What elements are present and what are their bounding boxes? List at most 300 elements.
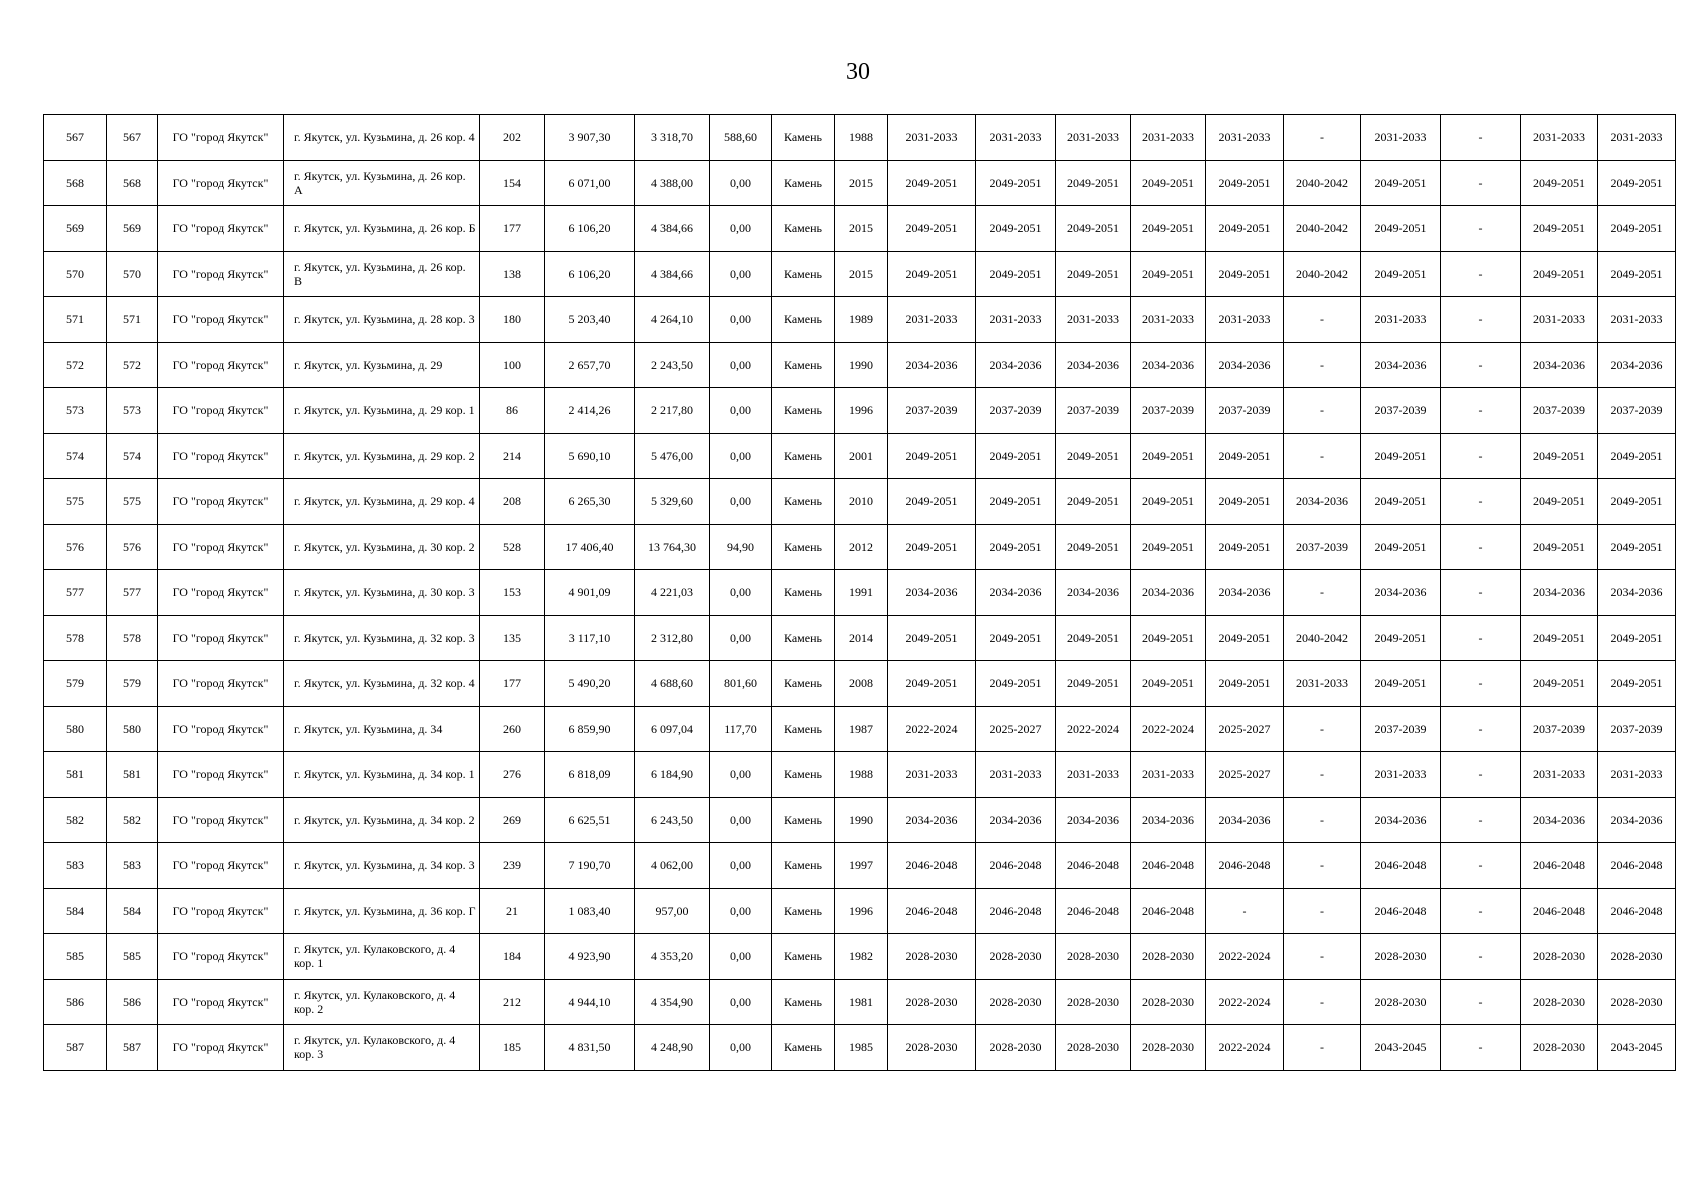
cell-total-area: 6 265,30	[545, 479, 635, 525]
cell-residents: 185	[480, 1025, 545, 1071]
cell-period-4: 2046-2048	[1131, 888, 1206, 934]
cell-living-area: 4 384,66	[635, 251, 710, 297]
cell-total-area: 6 818,09	[545, 752, 635, 798]
cell-period-9: 2037-2039	[1521, 706, 1598, 752]
cell-period-2: 2028-2030	[976, 1025, 1056, 1071]
cell-wall-material: Камень	[772, 570, 835, 616]
table-row	[44, 615, 1676, 661]
cell-period-3: 2034-2036	[1056, 342, 1131, 388]
cell-residents: 269	[480, 797, 545, 843]
cell-total-area: 3 907,30	[545, 115, 635, 161]
cell-record-number: 580	[107, 706, 158, 752]
cell-period-3: 2046-2048	[1056, 843, 1131, 889]
cell-period-4: 2034-2036	[1131, 797, 1206, 843]
cell-period-7: 2049-2051	[1361, 661, 1441, 707]
cell-address: г. Якутск, ул. Кузьмина, д. 26 кор. А	[284, 160, 480, 206]
cell-period-5: 2049-2051	[1206, 160, 1284, 206]
cell-nonresidential-area: 0,00	[710, 1025, 772, 1071]
cell-period-10: 2031-2033	[1598, 752, 1676, 798]
cell-period-9: 2028-2030	[1521, 934, 1598, 980]
cell-period-5: 2034-2036	[1206, 797, 1284, 843]
cell-address: г. Якутск, ул. Кулаковского, д. 4 кор. 1	[284, 934, 480, 980]
cell-municipality: ГО "город Якутск"	[158, 206, 284, 252]
cell-period-2: 2031-2033	[976, 297, 1056, 343]
cell-build-year: 2015	[835, 160, 888, 206]
table-row	[44, 433, 1676, 479]
cell-row-number: 573	[44, 388, 107, 434]
cell-record-number: 586	[107, 979, 158, 1025]
cell-residents: 202	[480, 115, 545, 161]
cell-total-area: 3 117,10	[545, 615, 635, 661]
cell-nonresidential-area: 0,00	[710, 206, 772, 252]
cell-period-7: 2034-2036	[1361, 797, 1441, 843]
cell-period-2: 2034-2036	[976, 342, 1056, 388]
cell-nonresidential-area: 0,00	[710, 342, 772, 388]
cell-row-number: 577	[44, 570, 107, 616]
cell-period-9: 2046-2048	[1521, 888, 1598, 934]
table-row	[44, 570, 1676, 616]
cell-period-3: 2034-2036	[1056, 570, 1131, 616]
cell-period-1: 2049-2051	[888, 479, 976, 525]
cell-period-10: 2049-2051	[1598, 479, 1676, 525]
cell-total-area: 6 625,51	[545, 797, 635, 843]
cell-period-8: -	[1441, 388, 1521, 434]
cell-residents: 276	[480, 752, 545, 798]
cell-period-8: -	[1441, 843, 1521, 889]
cell-wall-material: Камень	[772, 797, 835, 843]
cell-living-area: 4 354,90	[635, 979, 710, 1025]
cell-row-number: 580	[44, 706, 107, 752]
cell-period-5: 2049-2051	[1206, 615, 1284, 661]
cell-period-6: -	[1284, 706, 1361, 752]
cell-residents: 212	[480, 979, 545, 1025]
cell-nonresidential-area: 0,00	[710, 388, 772, 434]
housing-registry-table	[43, 114, 1676, 1071]
cell-period-7: 2046-2048	[1361, 888, 1441, 934]
cell-period-8: -	[1441, 661, 1521, 707]
cell-period-5: 2034-2036	[1206, 570, 1284, 616]
cell-period-2: 2025-2027	[976, 706, 1056, 752]
cell-period-10: 2049-2051	[1598, 160, 1676, 206]
cell-living-area: 957,00	[635, 888, 710, 934]
cell-municipality: ГО "город Якутск"	[158, 615, 284, 661]
cell-record-number: 587	[107, 1025, 158, 1071]
cell-period-7: 2031-2033	[1361, 752, 1441, 798]
table-row	[44, 479, 1676, 525]
cell-living-area: 2 312,80	[635, 615, 710, 661]
table-body	[44, 115, 1676, 1071]
cell-period-8: -	[1441, 615, 1521, 661]
cell-period-10: 2028-2030	[1598, 979, 1676, 1025]
table-row	[44, 1025, 1676, 1071]
cell-period-2: 2034-2036	[976, 797, 1056, 843]
cell-address: г. Якутск, ул. Кулаковского, д. 4 кор. 3	[284, 1025, 480, 1071]
cell-build-year: 2014	[835, 615, 888, 661]
cell-period-3: 2049-2051	[1056, 524, 1131, 570]
cell-period-7: 2037-2039	[1361, 388, 1441, 434]
cell-period-9: 2028-2030	[1521, 979, 1598, 1025]
cell-period-5: 2031-2033	[1206, 297, 1284, 343]
cell-period-3: 2022-2024	[1056, 706, 1131, 752]
cell-period-3: 2037-2039	[1056, 388, 1131, 434]
cell-period-8: -	[1441, 479, 1521, 525]
table-row	[44, 706, 1676, 752]
cell-period-5: 2034-2036	[1206, 342, 1284, 388]
cell-period-8: -	[1441, 206, 1521, 252]
cell-period-4: 2049-2051	[1131, 524, 1206, 570]
cell-period-3: 2034-2036	[1056, 797, 1131, 843]
cell-wall-material: Камень	[772, 297, 835, 343]
cell-wall-material: Камень	[772, 251, 835, 297]
cell-period-7: 2049-2051	[1361, 251, 1441, 297]
cell-period-2: 2049-2051	[976, 433, 1056, 479]
cell-record-number: 572	[107, 342, 158, 388]
cell-row-number: 585	[44, 934, 107, 980]
cell-period-7: 2034-2036	[1361, 342, 1441, 388]
cell-living-area: 4 388,00	[635, 160, 710, 206]
cell-period-7: 2031-2033	[1361, 297, 1441, 343]
cell-total-area: 7 190,70	[545, 843, 635, 889]
cell-period-5: 2049-2051	[1206, 661, 1284, 707]
cell-period-5: 2049-2051	[1206, 251, 1284, 297]
cell-period-3: 2031-2033	[1056, 297, 1131, 343]
cell-period-5: 2025-2027	[1206, 706, 1284, 752]
cell-period-1: 2034-2036	[888, 797, 976, 843]
cell-living-area: 4 384,66	[635, 206, 710, 252]
cell-row-number: 569	[44, 206, 107, 252]
cell-period-6: -	[1284, 342, 1361, 388]
cell-municipality: ГО "город Якутск"	[158, 297, 284, 343]
cell-total-area: 4 831,50	[545, 1025, 635, 1071]
cell-period-9: 2049-2051	[1521, 479, 1598, 525]
cell-residents: 100	[480, 342, 545, 388]
cell-address: г. Якутск, ул. Кузьмина, д. 29 кор. 2	[284, 433, 480, 479]
cell-residents: 21	[480, 888, 545, 934]
cell-period-8: -	[1441, 115, 1521, 161]
table-row	[44, 934, 1676, 980]
cell-period-6: 2040-2042	[1284, 615, 1361, 661]
cell-period-6: -	[1284, 297, 1361, 343]
table-row	[44, 797, 1676, 843]
cell-nonresidential-area: 801,60	[710, 661, 772, 707]
cell-record-number: 575	[107, 479, 158, 525]
cell-period-9: 2034-2036	[1521, 342, 1598, 388]
cell-build-year: 2001	[835, 433, 888, 479]
cell-address: г. Якутск, ул. Кузьмина, д. 28 кор. 3	[284, 297, 480, 343]
cell-period-5: 2031-2033	[1206, 115, 1284, 161]
cell-address: г. Якутск, ул. Кузьмина, д. 29	[284, 342, 480, 388]
cell-period-5: 2025-2027	[1206, 752, 1284, 798]
cell-living-area: 6 243,50	[635, 797, 710, 843]
cell-build-year: 2015	[835, 251, 888, 297]
cell-residents: 180	[480, 297, 545, 343]
cell-period-3: 2049-2051	[1056, 433, 1131, 479]
cell-wall-material: Камень	[772, 524, 835, 570]
cell-row-number: 567	[44, 115, 107, 161]
cell-period-1: 2031-2033	[888, 752, 976, 798]
cell-period-1: 2022-2024	[888, 706, 976, 752]
cell-period-10: 2043-2045	[1598, 1025, 1676, 1071]
cell-period-5: 2022-2024	[1206, 1025, 1284, 1071]
cell-period-4: 2034-2036	[1131, 570, 1206, 616]
cell-wall-material: Камень	[772, 342, 835, 388]
cell-record-number: 573	[107, 388, 158, 434]
cell-period-1: 2049-2051	[888, 615, 976, 661]
cell-build-year: 1988	[835, 115, 888, 161]
cell-period-10: 2049-2051	[1598, 661, 1676, 707]
cell-residents: 177	[480, 206, 545, 252]
cell-build-year: 1987	[835, 706, 888, 752]
cell-period-9: 2031-2033	[1521, 115, 1598, 161]
cell-period-7: 2028-2030	[1361, 934, 1441, 980]
cell-municipality: ГО "город Якутск"	[158, 934, 284, 980]
cell-row-number: 572	[44, 342, 107, 388]
cell-wall-material: Камень	[772, 479, 835, 525]
cell-row-number: 575	[44, 479, 107, 525]
cell-address: г. Якутск, ул. Кузьмина, д. 29 кор. 4	[284, 479, 480, 525]
cell-period-9: 2028-2030	[1521, 1025, 1598, 1071]
cell-period-7: 2049-2051	[1361, 524, 1441, 570]
cell-period-9: 2049-2051	[1521, 433, 1598, 479]
cell-period-9: 2034-2036	[1521, 797, 1598, 843]
cell-period-6: 2040-2042	[1284, 160, 1361, 206]
cell-period-3: 2028-2030	[1056, 934, 1131, 980]
cell-period-2: 2028-2030	[976, 979, 1056, 1025]
cell-period-10: 2031-2033	[1598, 297, 1676, 343]
cell-residents: 154	[480, 160, 545, 206]
table-row	[44, 752, 1676, 798]
cell-build-year: 2008	[835, 661, 888, 707]
cell-living-area: 3 318,70	[635, 115, 710, 161]
cell-nonresidential-area: 588,60	[710, 115, 772, 161]
cell-period-8: -	[1441, 342, 1521, 388]
cell-period-1: 2028-2030	[888, 934, 976, 980]
cell-address: г. Якутск, ул. Кузьмина, д. 30 кор. 2	[284, 524, 480, 570]
cell-period-2: 2046-2048	[976, 888, 1056, 934]
cell-residents: 528	[480, 524, 545, 570]
cell-address: г. Якутск, ул. Кузьмина, д. 32 кор. 4	[284, 661, 480, 707]
cell-period-1: 2031-2033	[888, 115, 976, 161]
cell-residents: 153	[480, 570, 545, 616]
cell-build-year: 2015	[835, 206, 888, 252]
cell-period-7: 2049-2051	[1361, 206, 1441, 252]
cell-period-10: 2049-2051	[1598, 251, 1676, 297]
cell-municipality: ГО "город Якутск"	[158, 479, 284, 525]
cell-period-5: -	[1206, 888, 1284, 934]
cell-record-number: 584	[107, 888, 158, 934]
cell-row-number: 579	[44, 661, 107, 707]
cell-period-4: 2031-2033	[1131, 752, 1206, 798]
cell-total-area: 2 657,70	[545, 342, 635, 388]
cell-period-6: -	[1284, 433, 1361, 479]
cell-period-2: 2049-2051	[976, 524, 1056, 570]
cell-row-number: 587	[44, 1025, 107, 1071]
cell-period-4: 2046-2048	[1131, 843, 1206, 889]
cell-municipality: ГО "город Якутск"	[158, 251, 284, 297]
cell-build-year: 1988	[835, 752, 888, 798]
cell-period-8: -	[1441, 433, 1521, 479]
cell-living-area: 2 243,50	[635, 342, 710, 388]
cell-record-number: 585	[107, 934, 158, 980]
cell-municipality: ГО "город Якутск"	[158, 115, 284, 161]
cell-period-3: 2028-2030	[1056, 1025, 1131, 1071]
cell-nonresidential-area: 0,00	[710, 843, 772, 889]
cell-period-8: -	[1441, 797, 1521, 843]
cell-record-number: 582	[107, 797, 158, 843]
cell-municipality: ГО "город Якутск"	[158, 752, 284, 798]
cell-period-2: 2049-2051	[976, 206, 1056, 252]
cell-period-5: 2046-2048	[1206, 843, 1284, 889]
cell-address: г. Якутск, ул. Кузьмина, д. 26 кор. Б	[284, 206, 480, 252]
cell-period-8: -	[1441, 570, 1521, 616]
cell-period-2: 2031-2033	[976, 752, 1056, 798]
cell-period-3: 2049-2051	[1056, 251, 1131, 297]
cell-period-10: 2031-2033	[1598, 115, 1676, 161]
cell-period-1: 2034-2036	[888, 342, 976, 388]
cell-nonresidential-area: 0,00	[710, 479, 772, 525]
cell-municipality: ГО "город Якутск"	[158, 797, 284, 843]
cell-row-number: 578	[44, 615, 107, 661]
cell-wall-material: Камень	[772, 615, 835, 661]
cell-period-6: -	[1284, 1025, 1361, 1071]
cell-period-9: 2049-2051	[1521, 160, 1598, 206]
cell-period-6: -	[1284, 570, 1361, 616]
cell-build-year: 1996	[835, 388, 888, 434]
cell-period-6: 2040-2042	[1284, 206, 1361, 252]
cell-period-9: 2037-2039	[1521, 388, 1598, 434]
cell-residents: 208	[480, 479, 545, 525]
cell-period-3: 2049-2051	[1056, 479, 1131, 525]
cell-period-7: 2049-2051	[1361, 433, 1441, 479]
cell-period-2: 2034-2036	[976, 570, 1056, 616]
cell-nonresidential-area: 0,00	[710, 251, 772, 297]
cell-period-4: 2028-2030	[1131, 979, 1206, 1025]
cell-period-5: 2049-2051	[1206, 479, 1284, 525]
cell-period-4: 2049-2051	[1131, 661, 1206, 707]
cell-nonresidential-area: 0,00	[710, 752, 772, 798]
cell-period-8: -	[1441, 752, 1521, 798]
cell-period-10: 2037-2039	[1598, 388, 1676, 434]
cell-total-area: 4 923,90	[545, 934, 635, 980]
cell-living-area: 4 248,90	[635, 1025, 710, 1071]
cell-address: г. Якутск, ул. Кузьмина, д. 36 кор. Г	[284, 888, 480, 934]
cell-total-area: 5 690,10	[545, 433, 635, 479]
table-row	[44, 251, 1676, 297]
cell-build-year: 1991	[835, 570, 888, 616]
cell-nonresidential-area: 0,00	[710, 888, 772, 934]
cell-period-2: 2049-2051	[976, 479, 1056, 525]
cell-row-number: 583	[44, 843, 107, 889]
cell-period-8: -	[1441, 1025, 1521, 1071]
cell-period-3: 2028-2030	[1056, 979, 1131, 1025]
cell-row-number: 581	[44, 752, 107, 798]
cell-period-1: 2028-2030	[888, 979, 976, 1025]
cell-period-1: 2049-2051	[888, 251, 976, 297]
cell-period-9: 2031-2033	[1521, 297, 1598, 343]
cell-record-number: 568	[107, 160, 158, 206]
cell-living-area: 6 184,90	[635, 752, 710, 798]
cell-period-2: 2049-2051	[976, 615, 1056, 661]
page-number: 30	[846, 59, 870, 85]
cell-period-9: 2034-2036	[1521, 570, 1598, 616]
cell-period-3: 2031-2033	[1056, 752, 1131, 798]
cell-municipality: ГО "город Якутск"	[158, 888, 284, 934]
cell-period-7: 2049-2051	[1361, 479, 1441, 525]
table-row	[44, 160, 1676, 206]
cell-period-6: 2034-2036	[1284, 479, 1361, 525]
cell-living-area: 4 221,03	[635, 570, 710, 616]
cell-total-area: 6 106,20	[545, 251, 635, 297]
cell-period-7: 2043-2045	[1361, 1025, 1441, 1071]
cell-address: г. Якутск, ул. Кулаковского, д. 4 кор. 2	[284, 979, 480, 1025]
table-row	[44, 388, 1676, 434]
cell-period-8: -	[1441, 888, 1521, 934]
cell-record-number: 567	[107, 115, 158, 161]
cell-row-number: 570	[44, 251, 107, 297]
cell-row-number: 568	[44, 160, 107, 206]
cell-row-number: 586	[44, 979, 107, 1025]
table-row	[44, 979, 1676, 1025]
cell-address: г. Якутск, ул. Кузьмина, д. 34 кор. 3	[284, 843, 480, 889]
cell-residents: 184	[480, 934, 545, 980]
cell-period-8: -	[1441, 297, 1521, 343]
cell-period-9: 2049-2051	[1521, 615, 1598, 661]
cell-period-3: 2031-2033	[1056, 115, 1131, 161]
cell-build-year: 1996	[835, 888, 888, 934]
cell-wall-material: Камень	[772, 388, 835, 434]
cell-period-2: 2037-2039	[976, 388, 1056, 434]
cell-address: г. Якутск, ул. Кузьмина, д. 34 кор. 1	[284, 752, 480, 798]
cell-nonresidential-area: 0,00	[710, 297, 772, 343]
cell-build-year: 1990	[835, 342, 888, 388]
cell-period-2: 2031-2033	[976, 115, 1056, 161]
cell-period-9: 2049-2051	[1521, 251, 1598, 297]
cell-living-area: 5 329,60	[635, 479, 710, 525]
cell-record-number: 579	[107, 661, 158, 707]
cell-period-3: 2049-2051	[1056, 615, 1131, 661]
cell-row-number: 576	[44, 524, 107, 570]
cell-period-4: 2049-2051	[1131, 433, 1206, 479]
cell-living-area: 4 062,00	[635, 843, 710, 889]
cell-period-6: -	[1284, 388, 1361, 434]
cell-living-area: 6 097,04	[635, 706, 710, 752]
cell-period-6: 2031-2033	[1284, 661, 1361, 707]
cell-living-area: 4 353,20	[635, 934, 710, 980]
cell-record-number: 581	[107, 752, 158, 798]
cell-municipality: ГО "город Якутск"	[158, 843, 284, 889]
cell-address: г. Якутск, ул. Кузьмина, д. 32 кор. 3	[284, 615, 480, 661]
cell-total-area: 6 106,20	[545, 206, 635, 252]
cell-nonresidential-area: 0,00	[710, 797, 772, 843]
cell-living-area: 4 688,60	[635, 661, 710, 707]
cell-period-10: 2034-2036	[1598, 797, 1676, 843]
cell-living-area: 5 476,00	[635, 433, 710, 479]
cell-build-year: 2010	[835, 479, 888, 525]
cell-period-5: 2049-2051	[1206, 433, 1284, 479]
table-row	[44, 843, 1676, 889]
cell-municipality: ГО "город Якутск"	[158, 388, 284, 434]
cell-period-1: 2049-2051	[888, 160, 976, 206]
table-row	[44, 297, 1676, 343]
cell-wall-material: Камень	[772, 843, 835, 889]
cell-period-6: -	[1284, 843, 1361, 889]
cell-period-7: 2031-2033	[1361, 115, 1441, 161]
cell-living-area: 13 764,30	[635, 524, 710, 570]
cell-nonresidential-area: 0,00	[710, 979, 772, 1025]
cell-record-number: 577	[107, 570, 158, 616]
cell-record-number: 583	[107, 843, 158, 889]
cell-period-1: 2046-2048	[888, 843, 976, 889]
